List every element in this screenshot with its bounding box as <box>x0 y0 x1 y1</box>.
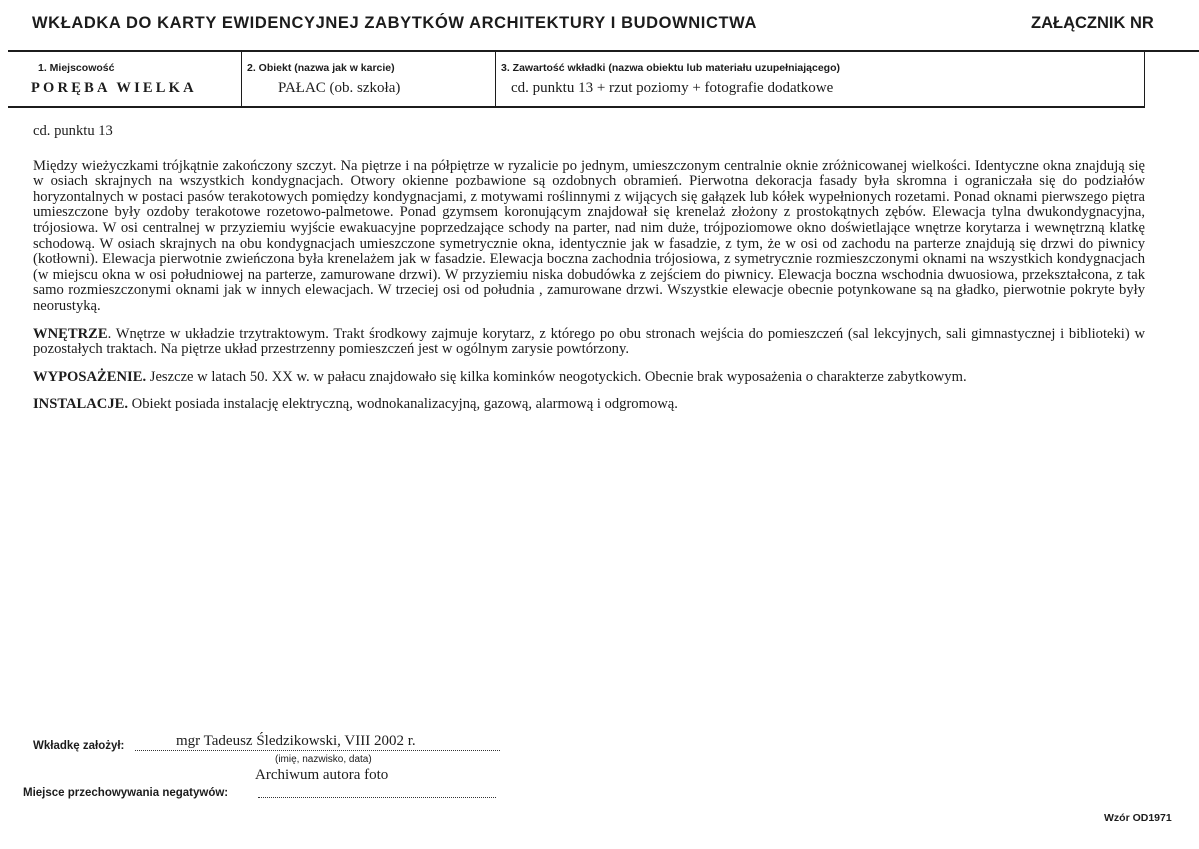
form-template-id: Wzór OD1971 <box>1104 812 1172 824</box>
author-hint: (imię, nazwisko, data) <box>275 754 372 765</box>
negatives-value: Archiwum autora foto <box>255 767 389 783</box>
field-separator-1 <box>241 51 242 107</box>
insert-content-value: cd. punktu 13 + rzut poziomy + fotografie dodatkowe <box>511 80 834 96</box>
interior-section <box>33 327 1145 358</box>
furnishings-heading: WYPOSAŻENIE. <box>33 368 147 385</box>
author-label: Wkładkę założył: <box>33 740 125 752</box>
interior-heading: WNĘTRZE <box>33 325 108 342</box>
furnishings-text: Jeszcze w latach 50. XX w. w pałacu znajdowało się kilka kominków neogotyckich. Obecnie brak wyposażenia o charakterze zabytkowym. <box>146 368 967 385</box>
installations-section <box>33 397 1145 413</box>
form-header-title: WKŁADKA DO KARTY EWIDENCYJNEJ ZABYTKÓW ARCHITEKTURY I BUDOWNICTWA <box>32 14 757 32</box>
header-divider <box>8 50 1199 52</box>
insert-content-label: 3. Zawartość wkładki (nazwa obiektu lub materiału uzupełniającego) <box>501 62 840 74</box>
locality-label: 1. Miejscowość <box>38 62 115 74</box>
object-value: PAŁAC (ob. szkoła) <box>278 80 401 96</box>
field-separator-3 <box>1144 51 1145 107</box>
author-value: mgr Tadeusz Śledzikowski, VIII 2002 r. <box>176 733 416 749</box>
negatives-dotted-line <box>258 797 496 798</box>
description-paragraph: Między wieżyczkami trójkątnie zakończony szczyt. Na piętrze i na półpiętrze w ryzalicie po jednym, umieszczonym centralnie oknie zróżnicowanej wielkości. Identyczne okna znajdują się w osiach skrajnych na wszystkich kondygnacjach. Otwory okienne pozbawione są ozdobnych obramień. Pierwotna dekoracja fasady była skromna i ograniczała się do podziałów horyzontalnych w postaci pasów terakotowych pomiędzy kondygnacjami, z motywami roślinnymi z wijących się gałązek lub kółek wypełnionych rozetami. Ponad oknami pierwszego piętra umieszczone były ozdoby terakotowe rozetowo-palmetowe. Ponad gzymsem koronującym znajdował się krenelaż złożony z prostokątnych zębów. Elewacja tylna dwukondygnacyjna, trójosiowa. W osi centralnej w przyziemiu wyjście ewakuacyjne poprzedzające schody na parter, nad nim duże, trójpoziomowe okno doświetlające wnętrze korytarza i wewnętrzną klatkę schodową. W osiach skrajnych na obu kondygnacjach umieszczone symetrycznie okna, identycznie jak w fasadzie, z tym, że w osi od zachodu na parterze znajdują się drzwi do piwnicy (kotłowni). Elewacja pierwotnie zwieńczona była krenelażem jak w fasadzie. Elewacja boczna zachodnia trójosiowa, z symetrycznie rozmieszczonymi oknami na wszystkich kondygnacjach (w miejscu okna w osi południowej na parterze, zamurowane drzwi). W przyziemiu niska dobudówka z zejściem do piwnicy. Elewacja boczna wschodnia dwuosiowa, przekształcona, z tak samo rozmieszczonymi oknami jak w innych elewacjach. W trzeciej osi od południa , zamurowane drzwi. Wszystkie elewacje obecnie potynkowane są na gładko, pierwotnie pokryte były neorustyką. <box>33 157 1145 314</box>
object-label: 2. Obiekt (nazwa jak w karcie) <box>247 62 395 74</box>
locality-value: PORĘBA WIELKA <box>31 80 197 96</box>
field-separator-2 <box>495 51 496 107</box>
installations-heading: INSTALACJE. <box>33 396 129 413</box>
negatives-label: Miejsce przechowywania negatywów: <box>23 787 229 799</box>
annex-number-label: ZAŁĄCZNIK NR <box>1031 14 1154 32</box>
content-body <box>33 124 1145 425</box>
author-dotted-line <box>135 750 500 751</box>
continuation-note: cd. punktu 13 <box>33 123 113 139</box>
installations-text: Obiekt posiada instalację elektryczną, wodnokanalizacyjną, gazową, alarmową i odgromową. <box>128 396 678 413</box>
interior-text: . Wnętrze w układzie trzytraktowym. Trakt środkowy zajmuje korytarz, z którego po obu stronach wejścia do pomieszczeń (sal lekcyjnych, sali gimnastycznej i biblioteki) w pozostałych traktach. Na piętrze układ przestrzenny pomieszczeń jest w ogólnym zarysie powtórzony. <box>33 325 1145 358</box>
furnishings-section <box>33 370 1145 386</box>
fields-divider <box>8 106 1145 108</box>
